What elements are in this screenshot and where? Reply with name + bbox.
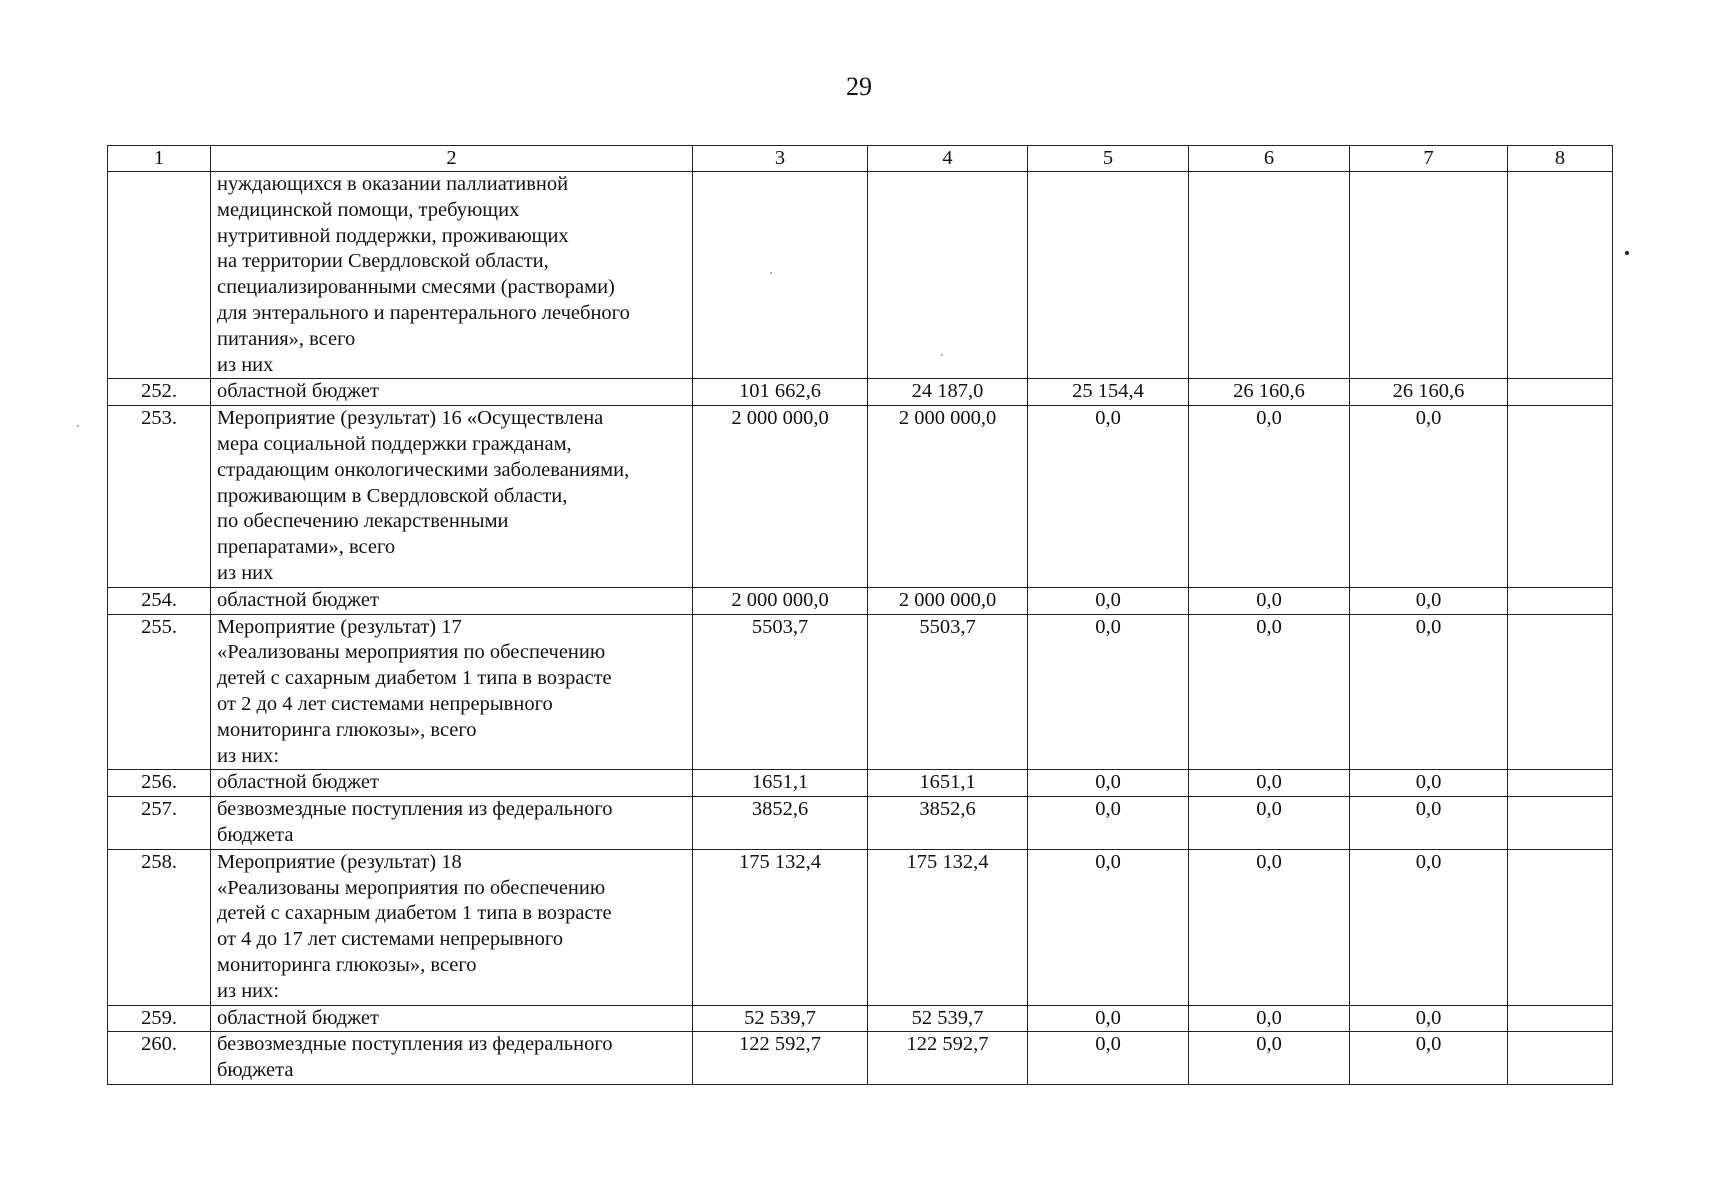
value-col-7: [1350, 172, 1508, 379]
value-col-3: 101 662,6: [693, 379, 868, 406]
value-col-7: 0,0: [1350, 849, 1508, 1005]
row-number: 252.: [108, 379, 211, 406]
value-col-8: [1508, 797, 1613, 850]
page-number: 29: [846, 72, 872, 101]
value-col-5: 0,0: [1028, 849, 1189, 1005]
value-col-6: 0,0: [1189, 1032, 1350, 1085]
value-col-4: 122 592,7: [868, 1032, 1028, 1085]
value-col-8: [1508, 172, 1613, 379]
value-col-6: 0,0: [1189, 587, 1350, 614]
value-col-5: 0,0: [1028, 614, 1189, 770]
value-col-5: 0,0: [1028, 1032, 1189, 1085]
value-col-7: 0,0: [1350, 770, 1508, 797]
value-col-7: 0,0: [1350, 614, 1508, 770]
value-col-6: 26 160,6: [1189, 379, 1350, 406]
value-col-8: [1508, 614, 1613, 770]
value-col-3: [693, 172, 868, 379]
table-row: [108, 172, 1613, 379]
row-number: [108, 172, 211, 379]
table-row: [108, 849, 1613, 1005]
row-description: областной бюджет: [211, 587, 693, 614]
row-description: Мероприятие (результат) 16 «Осуществлена мера социальной поддержки гражданам, страдающим онкологическими заболеваниями, проживающим в Свердловской области, по обеспечению лекарственными препаратами», всего из них: [211, 406, 693, 588]
value-col-6: [1189, 172, 1350, 379]
budget-table: [107, 145, 1613, 1085]
value-col-5: 0,0: [1028, 797, 1189, 850]
row-description: безвозмездные поступления из федерального бюджета: [211, 797, 693, 850]
value-col-5: 25 154,4: [1028, 379, 1189, 406]
row-number: 255.: [108, 614, 211, 770]
header-cell: 4: [868, 146, 1028, 172]
row-number: 260.: [108, 1032, 211, 1085]
value-col-6: 0,0: [1189, 614, 1350, 770]
value-col-8: [1508, 770, 1613, 797]
value-col-8: [1508, 1005, 1613, 1032]
value-col-5: 0,0: [1028, 770, 1189, 797]
row-description: нуждающихся в оказании паллиативной медицинской помощи, требующих нутритивной поддержки, проживающих на территории Свердловской области, специализированными смесями (растворами) для энтерального и парентерального лечебного питания», всего из них: [211, 172, 693, 379]
value-col-3: 2 000 000,0: [693, 587, 868, 614]
value-col-4: 5503,7: [868, 614, 1028, 770]
value-col-3: 5503,7: [693, 614, 868, 770]
value-col-8: [1508, 587, 1613, 614]
row-number: 254.: [108, 587, 211, 614]
value-col-7: 0,0: [1350, 406, 1508, 588]
header-cell: 3: [693, 146, 868, 172]
table-row: [108, 1032, 1613, 1085]
table-row: [108, 797, 1613, 850]
value-col-4: 3852,6: [868, 797, 1028, 850]
value-col-4: 24 187,0: [868, 379, 1028, 406]
value-col-5: 0,0: [1028, 406, 1189, 588]
scan-speck: [77, 425, 79, 427]
value-col-4: 1651,1: [868, 770, 1028, 797]
value-col-3: 52 539,7: [693, 1005, 868, 1032]
value-col-5: 0,0: [1028, 1005, 1189, 1032]
value-col-7: 26 160,6: [1350, 379, 1508, 406]
value-col-6: 0,0: [1189, 797, 1350, 850]
value-col-7: 0,0: [1350, 797, 1508, 850]
row-description: областной бюджет: [211, 770, 693, 797]
table-row: [108, 406, 1613, 588]
header-cell: 7: [1350, 146, 1508, 172]
value-col-3: 3852,6: [693, 797, 868, 850]
row-description: Мероприятие (результат) 17 «Реализованы мероприятия по обеспечению детей с сахарным диабетом 1 типа в возрасте от 2 до 4 лет системами непрерывного мониторинга глюкозы», всего из них:: [211, 614, 693, 770]
table-body: [108, 172, 1613, 1085]
header-cell: 1: [108, 146, 211, 172]
value-col-6: 0,0: [1189, 770, 1350, 797]
value-col-3: 2 000 000,0: [693, 406, 868, 588]
row-number: 253.: [108, 406, 211, 588]
row-description: областной бюджет: [211, 1005, 693, 1032]
value-col-8: [1508, 1032, 1613, 1085]
value-col-4: 2 000 000,0: [868, 406, 1028, 588]
value-col-6: 0,0: [1189, 406, 1350, 588]
value-col-8: [1508, 379, 1613, 406]
row-number: 258.: [108, 849, 211, 1005]
value-col-4: [868, 172, 1028, 379]
value-col-7: 0,0: [1350, 587, 1508, 614]
row-number: 259.: [108, 1005, 211, 1032]
value-col-4: 2 000 000,0: [868, 587, 1028, 614]
stray-dot: [1625, 251, 1629, 255]
value-col-4: 175 132,4: [868, 849, 1028, 1005]
value-col-5: [1028, 172, 1189, 379]
table-row: [108, 770, 1613, 797]
row-description: Мероприятие (результат) 18 «Реализованы мероприятия по обеспечению детей с сахарным диабетом 1 типа в возрасте от 4 до 17 лет системами непрерывного мониторинга глюкозы», всего из них:: [211, 849, 693, 1005]
table-row: [108, 614, 1613, 770]
header-cell: 2: [211, 146, 693, 172]
header-cell: 8: [1508, 146, 1613, 172]
value-col-4: 52 539,7: [868, 1005, 1028, 1032]
value-col-3: 1651,1: [693, 770, 868, 797]
scan-speck: [941, 354, 943, 356]
row-number: 257.: [108, 797, 211, 850]
header-cell: 5: [1028, 146, 1189, 172]
row-number: 256.: [108, 770, 211, 797]
value-col-7: 0,0: [1350, 1005, 1508, 1032]
row-description: областной бюджет: [211, 379, 693, 406]
table-row: [108, 1005, 1613, 1032]
value-col-5: 0,0: [1028, 587, 1189, 614]
value-col-8: [1508, 406, 1613, 588]
table-row: [108, 587, 1613, 614]
header-row: [108, 146, 1613, 172]
value-col-6: 0,0: [1189, 849, 1350, 1005]
value-col-3: 122 592,7: [693, 1032, 868, 1085]
table-row: [108, 379, 1613, 406]
value-col-8: [1508, 849, 1613, 1005]
value-col-6: 0,0: [1189, 1005, 1350, 1032]
scan-speck: [770, 272, 772, 274]
value-col-3: 175 132,4: [693, 849, 868, 1005]
value-col-7: 0,0: [1350, 1032, 1508, 1085]
row-description: безвозмездные поступления из федерального бюджета: [211, 1032, 693, 1085]
header-cell: 6: [1189, 146, 1350, 172]
